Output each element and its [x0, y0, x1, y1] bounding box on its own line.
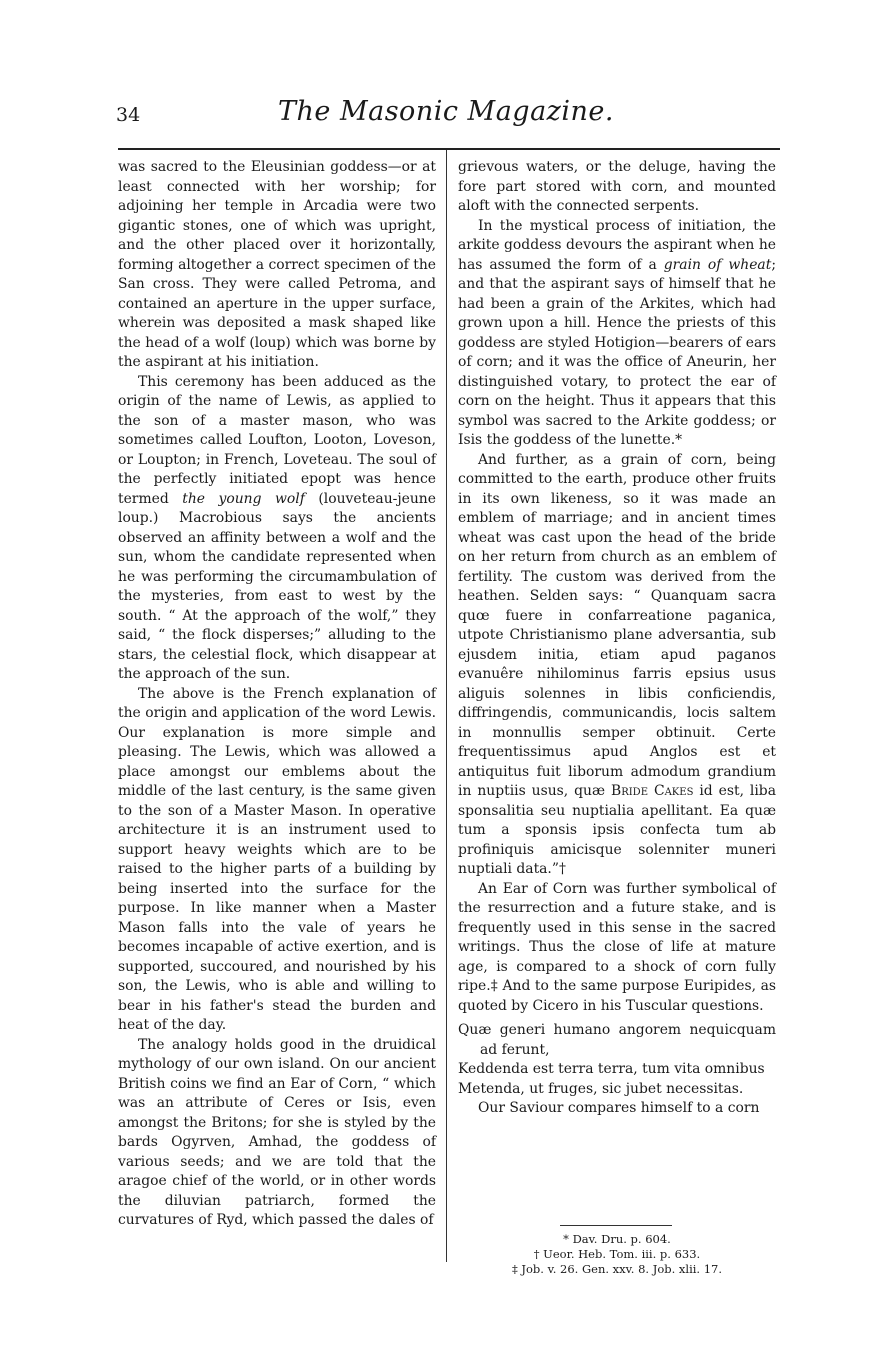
running-title: The Masonic Magazine. [278, 96, 614, 127]
paragraph [458, 217, 776, 451]
footnote: † Ueor. Heb. Tom. iii. p. 633. [533, 1247, 701, 1261]
paragraph: An Ear of Corn was further symbolical of the resurrection and a future stake, and is frequently used in this sense in the sacred writings. Thus the close of life at mature age, is compared to a shock of corn fully ripe.‡ And to the same purpose Euripides, as quoted by Cicero in his Tuscular questions. [458, 880, 776, 1014]
paragraph: The analogy holds good in the druidical mythology of our own island. On our ancient British coins we find an Ear of Corn, “ which was an attribute of Ceres or Isis, even amongst the Britons; for she is styled by the bards Ogyrven, Amhad, the goddess of various seeds; and we are told that the aragoe chief of the world, or in other words the diluvian patriarch, formed the curvatures of Ryd, which passed the dales of [118, 1036, 436, 1228]
italic-phrase: the young wolf [182, 490, 305, 507]
page-number: 34 [116, 104, 141, 126]
paragraph-text: (louveteau-jeune loup.) Macrobious says the ancients observed an affinity between a wolf and the sun, whom the candidate represented when he was performing the circumambulation of the mysteries, from east to west by the south. “ At the approach of the wolf,” they said, “ the flock disperses;” alluding to the stars, the celestial flock, which disappear at the approach of the sun. [118, 490, 436, 682]
paragraph: Our Saviour compares himself to a corn [478, 1100, 760, 1116]
page-header [112, 96, 780, 136]
paragraph: was sacred to the Eleusinian goddess—or at least connected with her worship; for adjoining her temple in Arcadia were two gigantic stones, one of which was upright, and the other placed over it horizontally, forming altogether a correct specimen of the San cross. They were called Petroma, and contained an aperture in the upper surface, wherein was deposited a mask shaped like the head of a wolf (loup) which was borne by the aspirant at his initiation. [118, 159, 436, 370]
paragraph: The above is the French explanation of the origin and application of the word Lewis. Our explanation is more simple and pleasing. The Lewis, which was allowed a place amongst our emblems about the middle of the last century, is the same given to the son of a Master Mason. In operative architecture it is an instrument used to support heavy weights which are to be raised to the higher parts of a building by being inserted into the surface for the purpose. In like manner when a Master Mason falls into the vale of years he becomes incapable of active exertion, and is supported, succoured, and nourished by his son, the Lewis, who is able and willing to bear in his father's stead the burden and heat of the day. [118, 685, 436, 1033]
paragraph-text: ; and that the aspirant says of himself that he had been a grain of the Arkites, which had grown upon a hill. Hence the priests of this goddess are styled Hotigion—bearers of ears of corn; and it was the office of Aneurin, her distinguished votary, to protect the ear of corn on the height. Thus it appears that this symbol was sacred to the Arkite goddess; or Isis the goddess of the lunette.* [458, 256, 776, 448]
paragraph-text: In the mystical process of initiation, the arkite goddess devours the aspirant when he has assumed the form of a [458, 217, 776, 273]
italic-phrase: grain of wheat [663, 256, 772, 273]
left-column [118, 158, 436, 1231]
paragraph-text: And further, as a grain of corn, being committed to the earth, produce other fruits in its own likeness, so it was made an emblem of marriage; and in ancient times wheat was cast upon the head of the bride on her return from church as an emblem of fertility. The custom was derived from the heathen. Selden says: “ Quanquam sacra quœ fuere in confarreatione paganica, utpote Christianismo plane adversantia, sub ejusdem initia, etiam apud paganos evanuêre nihilominus farris epsius usus aliguis solennes in libis conficiendis, diffringendis, communicandis, locis saltem in monnullis semper obtinuit. Certe frequentissimus apud Anglos est et antiquitus fuit liborum admodum grandium in nuptiis usus, quæ [458, 451, 776, 799]
footnote-rule [560, 1225, 672, 1226]
footnotes [458, 1232, 776, 1277]
verse-line: Metenda, ut fruges, sic jubet necessitas. [458, 1080, 744, 1097]
verse-line: Quæ generi humano angorem nequicquam ad ferunt, [458, 1022, 776, 1058]
paragraph-text: This ceremony has been adduced as the origin of the name of Lewis, as applied to the son of a master mason, who was sometimes called Loufton, Looton, Loveson, or Loupton; in French, Loveteau. The soul of the perfectly initiated epopt was hence termed [118, 373, 436, 507]
small-caps-phrase: Bride Cakes [611, 783, 694, 799]
footnote: ‡ Job. v. 26. Gen. xxv. 8. Job. xlii. 17. [511, 1262, 723, 1276]
paragraph [458, 451, 776, 880]
paragraph-text: id est, liba sponsalitia seu nuptialia apellitant. Ea quæ tum a sponsis ipsis confecta tum ab profiniquis amicisque solenniter muneri nuptiali data.”† [458, 783, 776, 877]
verse-quote [458, 1021, 776, 1099]
paragraph: grievous waters, or the deluge, having the fore part stored with corn, and mounted aloft with the connected serpents. [458, 159, 776, 214]
paragraph [118, 373, 436, 685]
footnote: * Dav. Dru. p. 604. [563, 1232, 671, 1246]
header-rule [118, 148, 780, 150]
verse-line: Keddenda est terra terra, tum vita omnibus [458, 1061, 765, 1077]
right-column [458, 158, 776, 1119]
column-divider [446, 150, 447, 1262]
